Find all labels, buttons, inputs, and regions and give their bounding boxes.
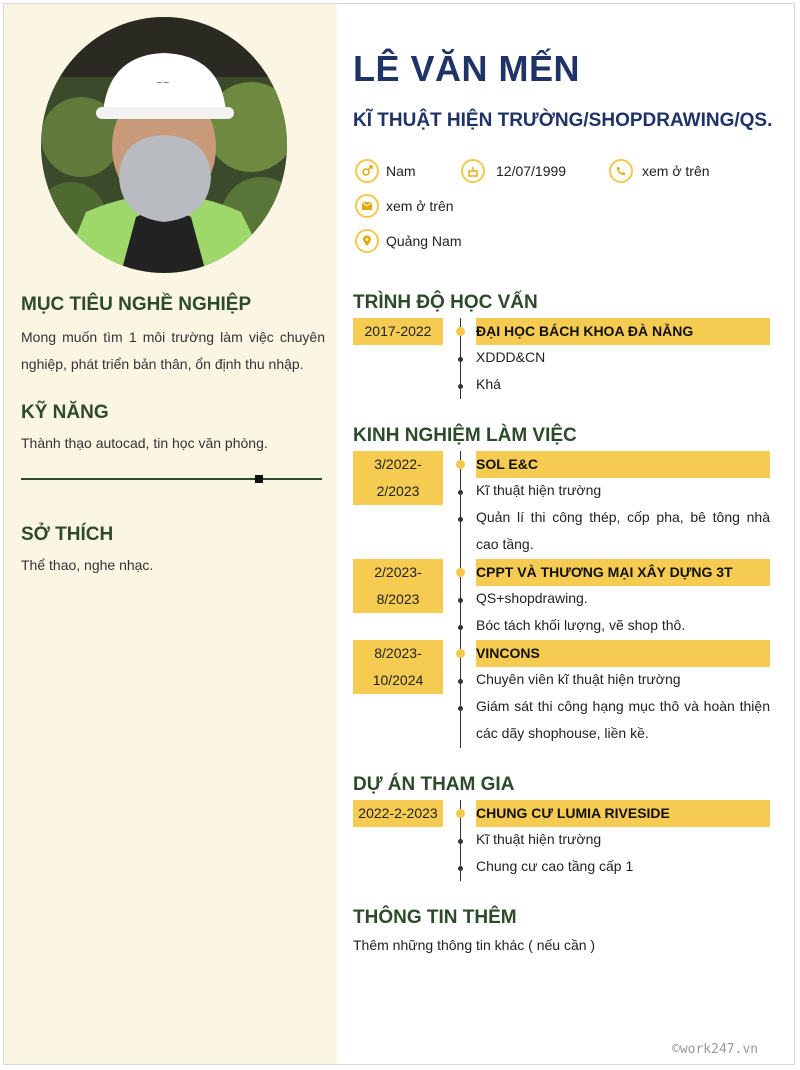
candidate-name: LÊ VĂN MẾN — [353, 48, 581, 89]
bullet-dot — [458, 625, 463, 630]
job-date-start: 8/2023- — [374, 645, 422, 661]
gender-info — [355, 159, 416, 183]
project-item: Kĩ thuật hiện trường — [476, 831, 602, 847]
bullet-dot — [458, 679, 463, 684]
map-pin-icon — [355, 229, 379, 253]
experience-heading: KINH NGHIỆM LÀM VIỆC — [353, 425, 577, 446]
objective-heading: MỤC TIÊU NGHỀ NGHIỆP — [21, 294, 252, 315]
birthday-value: 12/07/1999 — [496, 163, 567, 179]
education-item: Khá — [476, 376, 501, 392]
education-heading: TRÌNH ĐỘ HỌC VẤN — [353, 292, 538, 313]
job-date-end: 8/2023 — [376, 591, 420, 607]
phone-icon — [609, 159, 633, 183]
job-company: VINCONS — [476, 640, 770, 667]
phone-value: xem ở trên — [642, 163, 710, 179]
bullet-dot — [458, 706, 463, 711]
bullet-dot — [458, 839, 463, 844]
skill-level-marker — [255, 475, 263, 483]
bullet-dot — [458, 384, 463, 389]
address-value: Quảng Nam — [386, 233, 462, 249]
email-value: xem ở trên — [386, 198, 454, 214]
timeline-dot — [456, 327, 465, 336]
mail-icon — [355, 194, 379, 218]
job-item: Bóc tách khối lượng, vẽ shop thô. — [476, 617, 686, 633]
bullet-dot — [458, 357, 463, 362]
timeline-dot — [456, 568, 465, 577]
gender-icon — [355, 159, 379, 183]
svg-text:~~: ~~ — [156, 78, 170, 87]
job-date-end: 2/2023 — [376, 483, 420, 499]
watermark: ©work247.vn — [672, 1042, 759, 1057]
profile-photo — [41, 17, 287, 273]
timeline-dot — [456, 460, 465, 469]
email-info — [355, 194, 454, 218]
job-item: Chuyên viên kĩ thuật hiện trường — [476, 671, 681, 687]
timeline-dot — [456, 649, 465, 658]
job-item: Kĩ thuật hiện trường — [476, 482, 602, 498]
bullet-dot — [458, 598, 463, 603]
candidate-position: KĨ THUẬT HIỆN TRƯỜNG/SHOPDRAWING/QS. — [353, 110, 773, 131]
job-company: CPPT VÀ THƯƠNG MẠI XÂY DỰNG 3T — [476, 559, 770, 586]
project-item: Chung cư cao tầng cấp 1 — [476, 858, 634, 874]
extra-text: Thêm những thông tin khác ( nếu cần ) — [353, 937, 596, 953]
project-name: CHUNG CƯ LUMIA RIVESIDE — [476, 800, 770, 827]
skills-heading: KỸ NĂNG — [21, 402, 109, 423]
hobbies-text: Thể thao, nghe nhạc. — [21, 557, 154, 573]
education-date: 2017-2022 — [353, 318, 443, 345]
job-date-start: 3/2022- — [374, 456, 422, 472]
skill-level-bar — [21, 478, 322, 480]
hobbies-heading: SỞ THÍCH — [21, 524, 114, 545]
project-date: 2022-2-2023 — [353, 800, 443, 827]
job-item: Quản lí thi công thép, cốp pha, bê tông nhà cao tầng. — [476, 509, 770, 552]
phone-info — [609, 159, 710, 183]
education-item: XDDD&CN — [476, 349, 546, 365]
education-school: ĐẠI HỌC BÁCH KHOA ĐÀ NẴNG — [476, 318, 770, 345]
timeline-dot — [456, 809, 465, 818]
projects-heading: DỰ ÁN THAM GIA — [353, 774, 515, 795]
birthday-cake-icon — [461, 159, 485, 183]
job-item: QS+shopdrawing. — [476, 590, 588, 606]
job-company: SOL E&C — [476, 451, 770, 478]
job-date-start: 2/2023- — [374, 564, 422, 580]
job-date — [353, 640, 443, 694]
address-info — [355, 229, 461, 253]
job-date — [353, 451, 443, 505]
gender-value: Nam — [386, 163, 416, 179]
job-date — [353, 559, 443, 613]
bullet-dot — [458, 866, 463, 871]
skills-text: Thành thạo autocad, tin học văn phòng. — [21, 435, 268, 451]
bullet-dot — [458, 490, 463, 495]
job-date-end: 10/2024 — [372, 672, 424, 688]
job-item: Giám sát thi công hạng mục thô và hoàn thiện các dãy shophouse, liền kề. — [476, 698, 770, 741]
objective-text: Mong muốn tìm 1 môi trường làm việc chuyên nghiệp, phát triển bản thân, ổn định thu nhập. — [21, 329, 325, 372]
extra-heading: THÔNG TIN THÊM — [353, 907, 517, 928]
bullet-dot — [458, 517, 463, 522]
birthday-info — [461, 159, 566, 183]
